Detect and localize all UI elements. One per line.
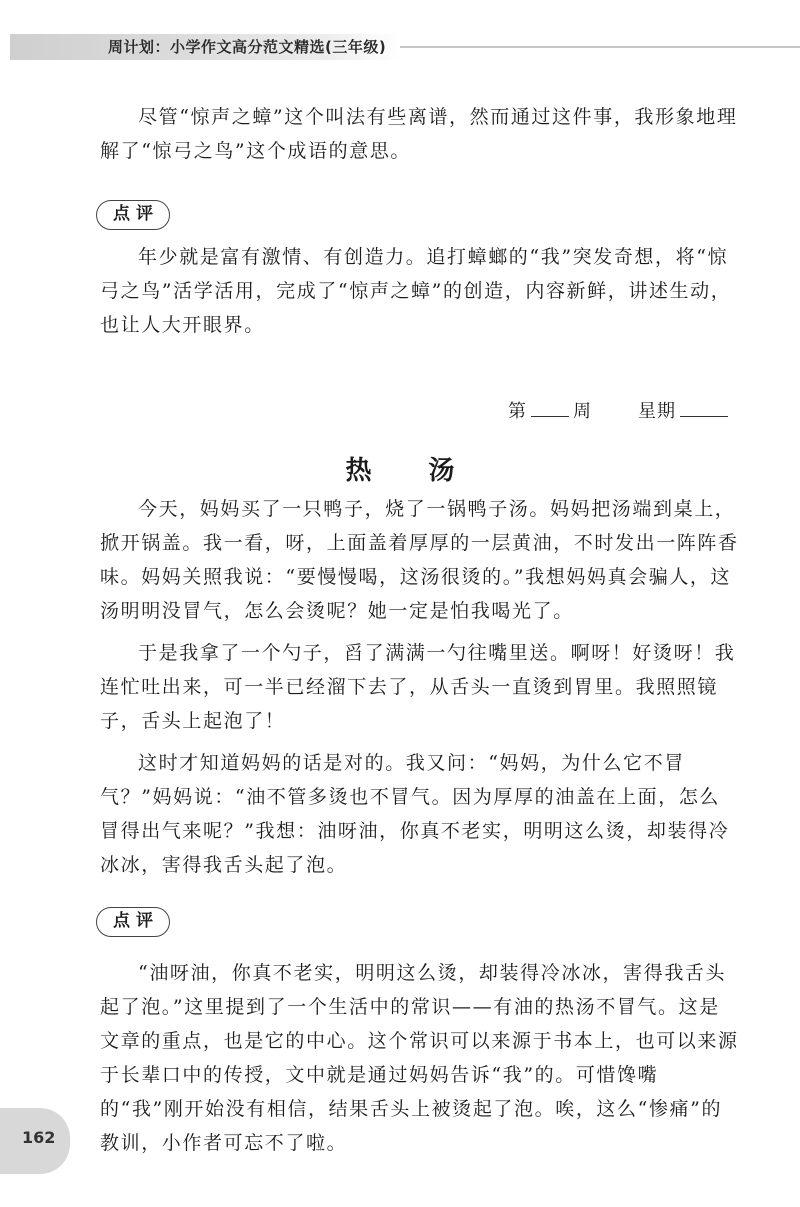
header-rule [400, 46, 800, 48]
essay-paragraph-1: 今天，妈妈买了一只鸭子，烧了一锅鸭子汤。妈妈把汤端到桌上，掀开锅盖。我一看，呀，上面盖着厚厚的一层黄油，不时发出一阵阵香味。妈妈关照我说：“要慢慢喝，这汤很烫的。”我想妈妈真会骗人，这汤明明没冒气，怎么会烫呢？她一定是怕我喝光了。 [100, 498, 739, 622]
week-day-line [508, 397, 728, 423]
comment-label-1: 点评 [96, 200, 170, 230]
comment-label-2: 点评 [96, 907, 170, 937]
prev-essay-closing-paragraph: 尽管“惊声之蟑”这个叫法有些离谱，然而通过这件事，我形象地理解了“惊弓之鸟”这个成语的意思。 [100, 106, 738, 162]
week-suffix: 周 [573, 401, 592, 422]
week-number-blank [531, 400, 569, 417]
running-header: 周计划：小学作文高分范文精选(三年级) [108, 38, 387, 56]
essay-title: 热 汤 [345, 456, 479, 486]
weekday-label: 星期 [638, 401, 676, 422]
essay-paragraph-2: 于是我拿了一个勺子，舀了满满一勺往嘴里送。啊呀！好烫呀！我连忙吐出来，可一半已经溜下去了，从舌头一直烫到胃里。我照照镜子，舌头上起泡了！ [100, 642, 736, 732]
page-number: 162 [22, 1128, 56, 1147]
essay-paragraph-3: 这时才知道妈妈的话是对的。我又问：“妈妈，为什么它不冒气？”妈妈说：“油不管多烫也不冒气。因为厚厚的油盖在上面，怎么冒得出气来呢？”我想：油呀油，你真不老实，明明这么烫，却装得冷冰冰，害得我舌头起了泡。 [100, 752, 730, 876]
weekday-blank [680, 400, 728, 417]
week-prefix: 第 [508, 401, 527, 422]
essay-comment: “油呀油，你真不老实，明明这么烫，却装得冷冰冰，害得我舌头起了泡。”这里提到了一个生活中的常识——有油的热汤不冒气。这是文章的重点，也是它的中心。这个常识可以来源于书本上，也可以来源于长辈口中的传授，文中就是通过妈妈告诉“我”的。可惜馋嘴的“我”刚开始没有相信，结果舌头上被烫起了泡。唉，这么“惨痛”的教训，小作者可忘不了啦。 [100, 962, 739, 1154]
prev-essay-comment: 年少就是富有激情、有创造力。追打蟑螂的“我”突发奇想，将“惊弓之鸟”活学活用，完成了“惊声之蟑”的创造，内容新鲜，讲述生动，也让人大开眼界。 [100, 246, 732, 336]
